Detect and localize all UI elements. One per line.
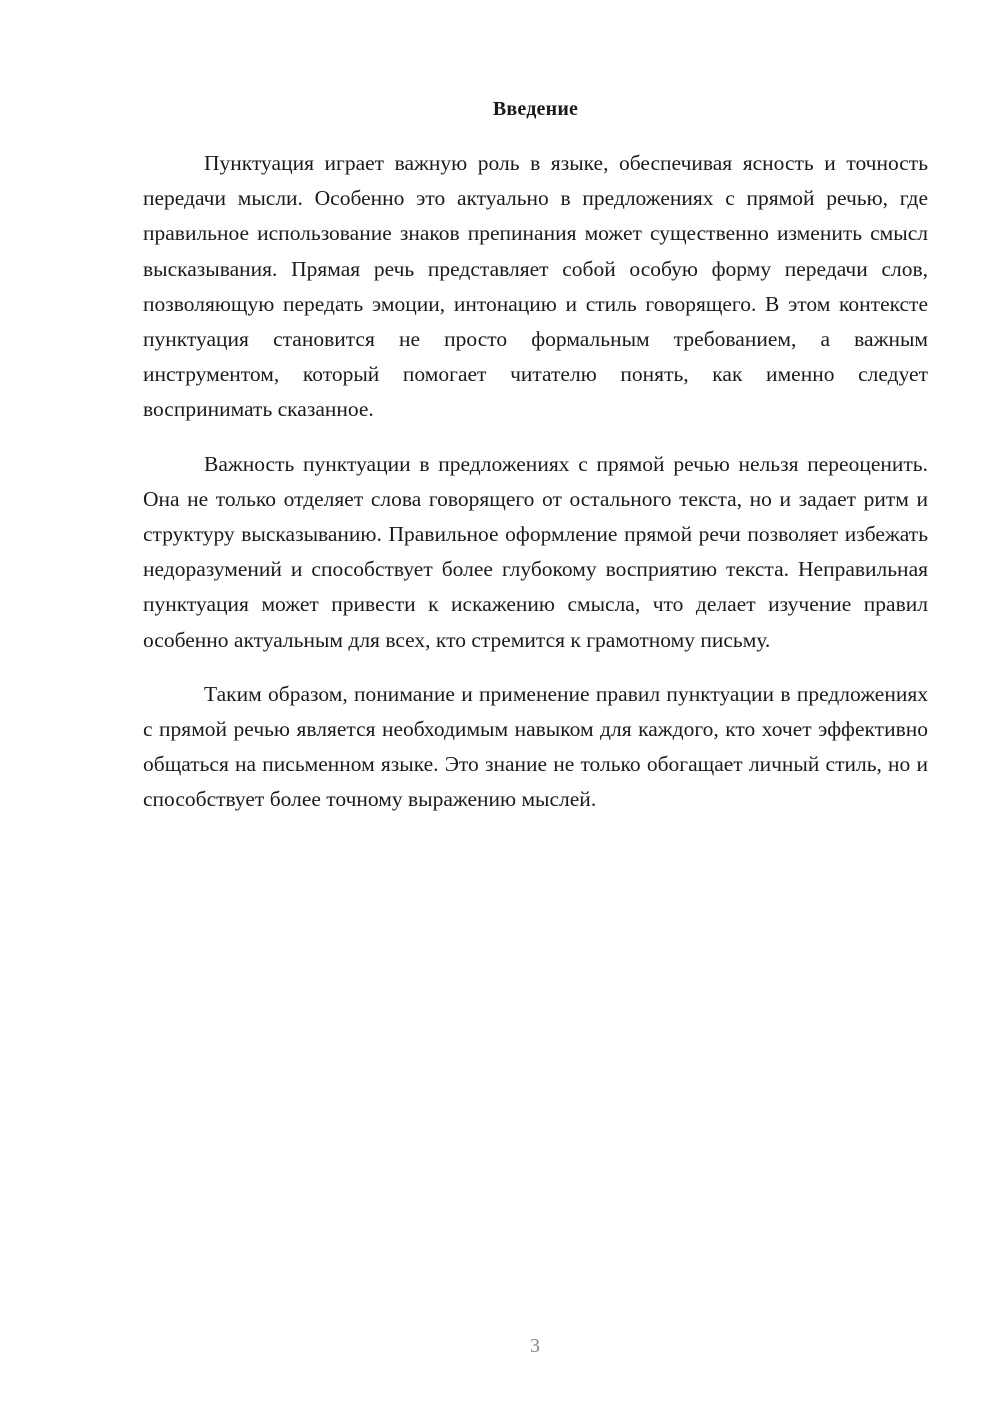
section-heading: Введение [492, 98, 579, 120]
page-content [143, 95, 928, 818]
paragraph-1: Пунктуация играет важную роль в языке, обеспечивая ясность и точность передачи мысли. Особенно это актуально в предложениях с прямой речью, где правильное использование знаков препинания может существенно изменить смысл высказывания. Прямая речь представляет собой особую форму передачи слов, позволяющую передать эмоции, интонацию и стиль говорящего. В этом контексте пунктуация становится не просто формальным требованием, а важным инструментом, который помогает читателю понять, как именно следует воспринимать сказанное. [143, 151, 928, 422]
paragraph-3: Таким образом, понимание и применение правил пунктуации в предложениях с прямой речью является необходимым навыком для каждого, кто хочет эффективно общаться на письменном языке. Это знание не только обогащает личный стиль, но и способствует более точному выражению мыслей. [143, 681, 928, 812]
page-number: 3 [530, 1335, 540, 1357]
paragraph-2: Важность пунктуации в предложениях с прямой речью нельзя переоценить. Она не только отделяет слова говорящего от остального текста, но и задает ритм и структуру высказыванию. Правильное оформление прямой речи позволяет избежать недоразумений и способствует более глубокому восприятию текста. Неправильная пунктуация может привести к искажению смысла, что делает изучение правил особенно актуальным для всех, кто стремится к грамотному письму. [143, 451, 928, 652]
